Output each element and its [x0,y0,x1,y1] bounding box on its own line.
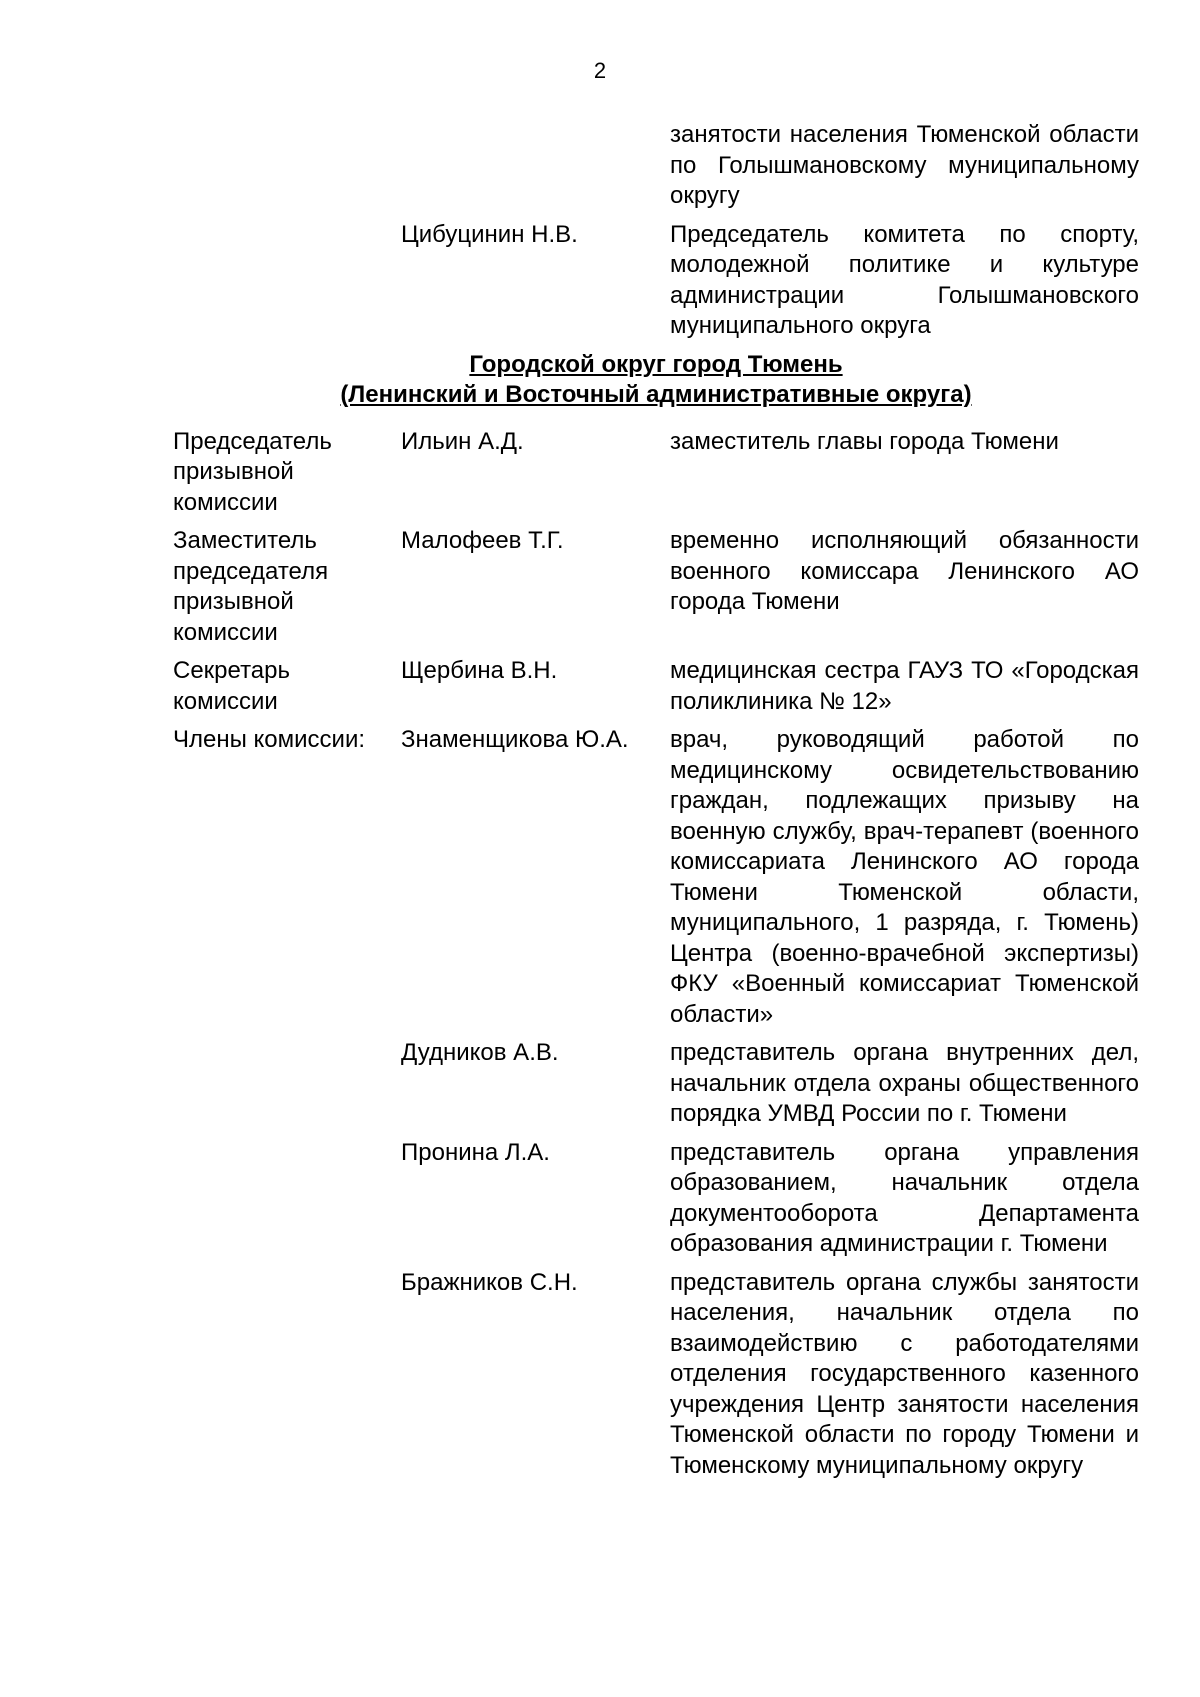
list-item [173,1268,1139,1482]
member-name: Бражников С.Н. [401,1268,578,1296]
member-description: заместитель главы города Тюмени [670,427,1059,455]
member-description: представитель органа внутренних дел, начальник отдела охраны общественного порядка УМВД России по г. Тюмени [670,1039,1139,1127]
member-name: Малофеев Т.Г. [401,527,564,554]
list-item [173,725,1139,1030]
list-item [173,427,1139,519]
list-item [173,1038,1139,1130]
member-description: временно исполняющий обязанности военного комиссара Ленинского АО города Тюмени [670,527,1139,615]
member-description: представитель органа службы занятости населения, начальник отдела по взаимодействию с работодателями отделения государственного казенного учреждения Центр занятости населения Тюменской области по городу Тюмени и Тюменскому муниципальному округу [670,1268,1139,1479]
member-role: Председатель призывной комиссии [173,427,332,516]
member-description: медицинская сестра ГАУЗ ТО «Городская поликлиника № 12» [670,657,1139,715]
section-title-line-2: (Ленинский и Восточный административные округа) [340,381,972,408]
section-heading [173,350,1139,411]
list-item [173,220,1139,342]
member-name: Щербина В.Н. [401,657,558,684]
member-description: Председатель комитета по спорту, молодежной политике и культуре администрации Голышмановского муниципального округа [670,220,1139,339]
member-name: Знаменщикова Ю.А. [401,726,629,753]
member-name: Дудников А.В. [401,1039,559,1066]
page-number: 2 [593,58,607,83]
section-title-line-1: Городской округ город Тюмень [469,350,843,378]
list-item [173,526,1139,648]
list-item [173,656,1139,717]
member-name: Цибуцинин Н.В. [401,220,578,248]
member-description: занятости населения Тюменской области по Голышмановскому муниципальному округу [670,121,1139,209]
member-description: врач, руководящий работой по медицинскому освидетельствованию граждан, подлежащих призыву на военную службу, врач-терапевт (военного комиссариата Ленинского АО города Тюмени Тюменской области, муниципального, 1 разряда, г. Тюмень) Центра (военно-врачебной экспертизы) ФКУ «Военный комиссариат Тюменской области» [670,726,1139,1028]
member-name: Ильин А.Д. [401,427,524,455]
member-role: Члены комиссии: [173,726,366,753]
member-description: представитель органа управления образованием, начальник отдела документооборота Департамента образования администрации г. Тюмени [670,1138,1139,1257]
member-role: Заместитель председателя призывной комиссии [173,527,329,646]
list-item [173,1138,1139,1260]
member-name: Пронина Л.А. [401,1138,550,1166]
document-body [173,120,1139,1489]
member-role: Секретарь комиссии [173,657,290,715]
list-item [173,120,1139,212]
